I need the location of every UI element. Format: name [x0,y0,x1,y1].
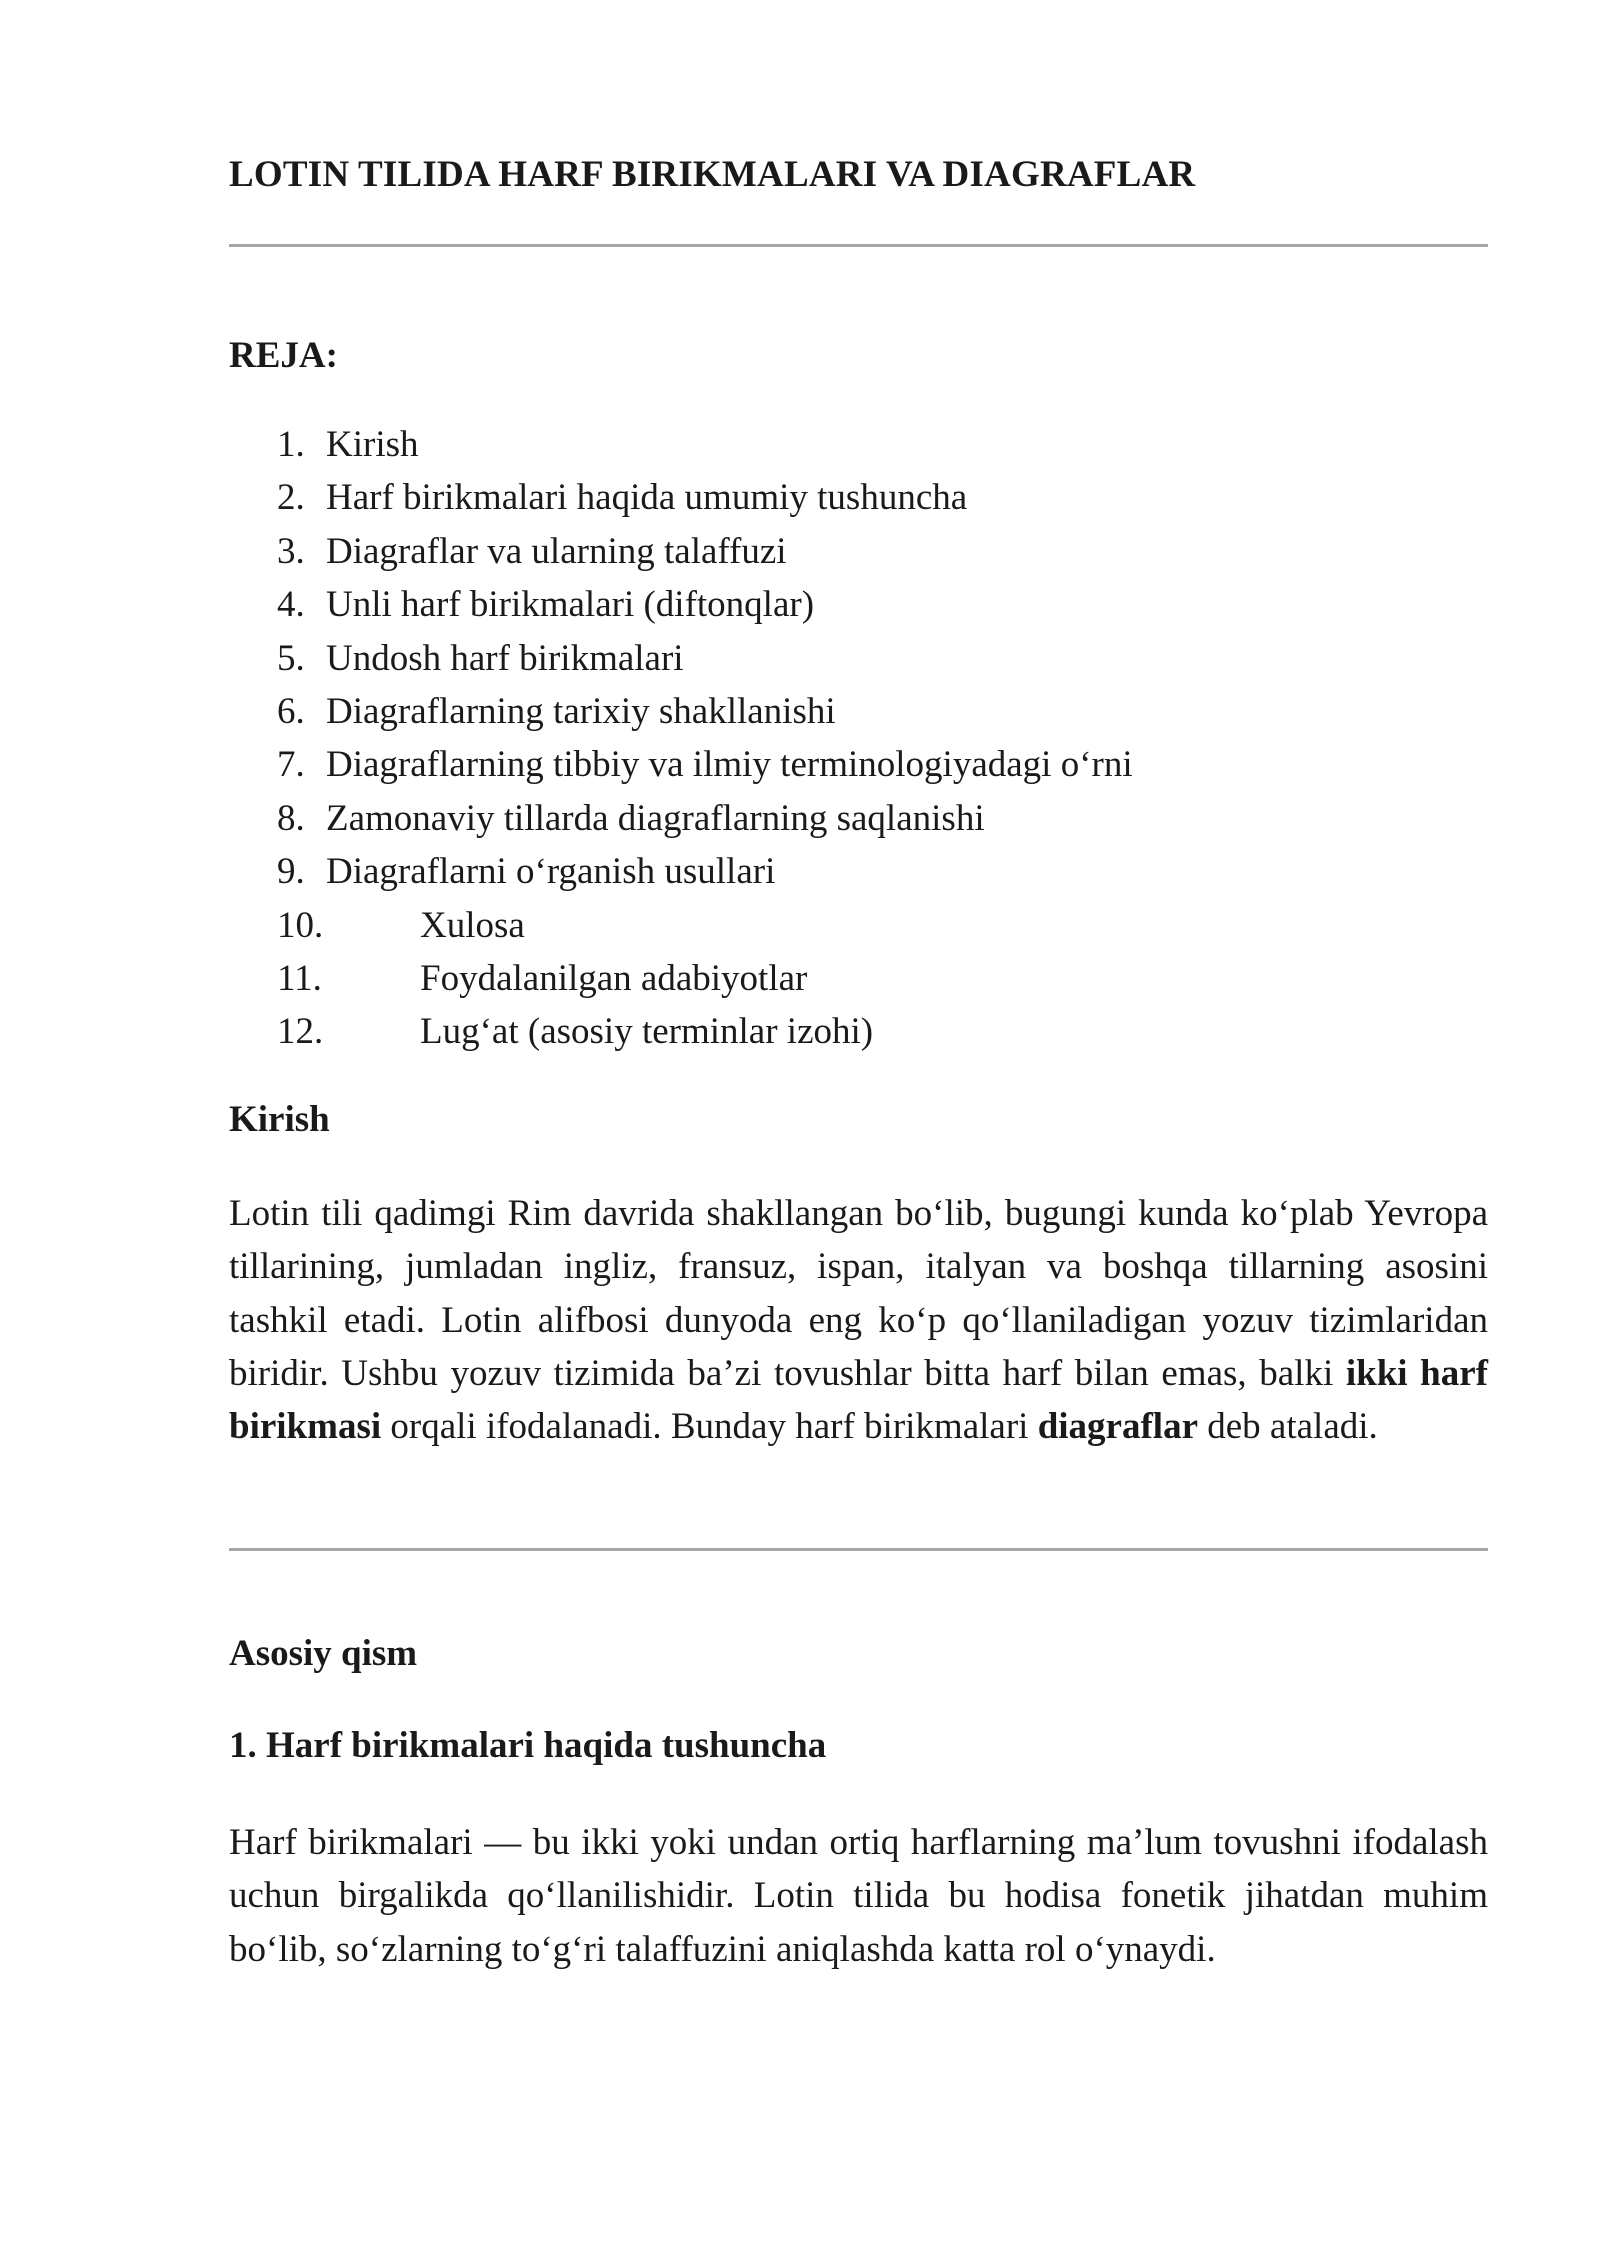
plan-item-number: 4. [277,584,305,626]
plan-item-text: Unli harf birikmalari (diftonqlar) [326,584,815,626]
intro-heading: Kirish [229,1099,330,1140]
divider-top [229,244,1488,247]
plan-item-number: 2. [277,477,305,519]
plan-item-number: 3. [277,530,305,572]
intro-paragraph [229,1187,1488,1453]
plan-item-text: Harf birikmalari haqida umumiy tushuncha [326,477,968,519]
plan-item-number: 10. [277,904,324,946]
plan-item-text: Xulosa [420,904,525,946]
plan-item-text: Kirish [326,424,419,465]
plan-item-number: 5. [277,637,305,679]
plan-item-text: Diagraflarning tibbiy va ilmiy terminologiyadagi o‘rni [326,744,1133,786]
plan-heading: REJA: [229,335,338,376]
plan-item-text: Undosh harf birikmalari [326,637,684,679]
plan-item-text: Zamonaviy tillarda diagraflarning saqlanishi [326,797,985,839]
plan-item-number: 1. [277,424,305,465]
intro-text-1: Lotin tili qadimgi Rim davrida shakllangan bo‘lib, bugungi kunda ko‘plab Yevropa tillarining, jumladan ingliz, fransuz, ispan, italyan va boshqa tillarning asosini tashkil etadi. Lotin alifbosi dunyoda eng ko‘p qo‘llaniladigan yozuv tizimlaridan biridir. Ushbu yozuv tizimida ba’zi tovushlar bitta harf bilan emas, balki [229,1193,1488,1394]
plan-item-number: 9. [277,851,305,893]
section-1-paragraph: Harf birikmalari — bu ikki yoki undan ortiq harflarning ma’lum tovushni ifodalash uchun birgalikda qo‘llanilishidir. Lotin tilida bu hodisa fonetik jihatdan muhim bo‘lib, so‘zlarning to‘g‘ri talaffuzini aniqlashda katta rol o‘ynaydi. [229,1822,1488,1970]
plan-item-text: Diagraflarning tarixiy shakllanishi [326,690,836,732]
plan-item-text: Foydalanilgan adabiyotlar [420,957,808,999]
document-title: LOTIN TILIDA HARF BIRIKMALARI VA DIAGRAFLAR [229,154,1196,195]
plan-item-number: 12. [277,1011,324,1053]
main-heading: Asosiy qism [229,1633,418,1674]
plan-item-number: 11. [277,957,322,999]
divider-middle [229,1548,1488,1551]
intro-text-2: orqali ifodalanadi. Bunday harf birikmalari [390,1406,1029,1448]
intro-text-3: deb ataladi. [1207,1406,1378,1448]
plan-item-number: 7. [277,744,305,786]
section-1-heading: 1. Harf birikmalari haqida tushuncha [229,1725,827,1766]
intro-bold-2: diagraflar [1037,1406,1198,1448]
plan-item-text: Lug‘at (asosiy terminlar izohi) [420,1011,874,1053]
plan-item-text: Diagraflarni o‘rganish usullari [326,851,776,893]
plan-item-number: 8. [277,797,305,839]
intro-bold-1: ikki harf birikmasi [229,1352,1489,1448]
plan-item-number: 6. [277,690,305,732]
plan-item-text: Diagraflar va ularning talaffuzi [326,530,787,572]
